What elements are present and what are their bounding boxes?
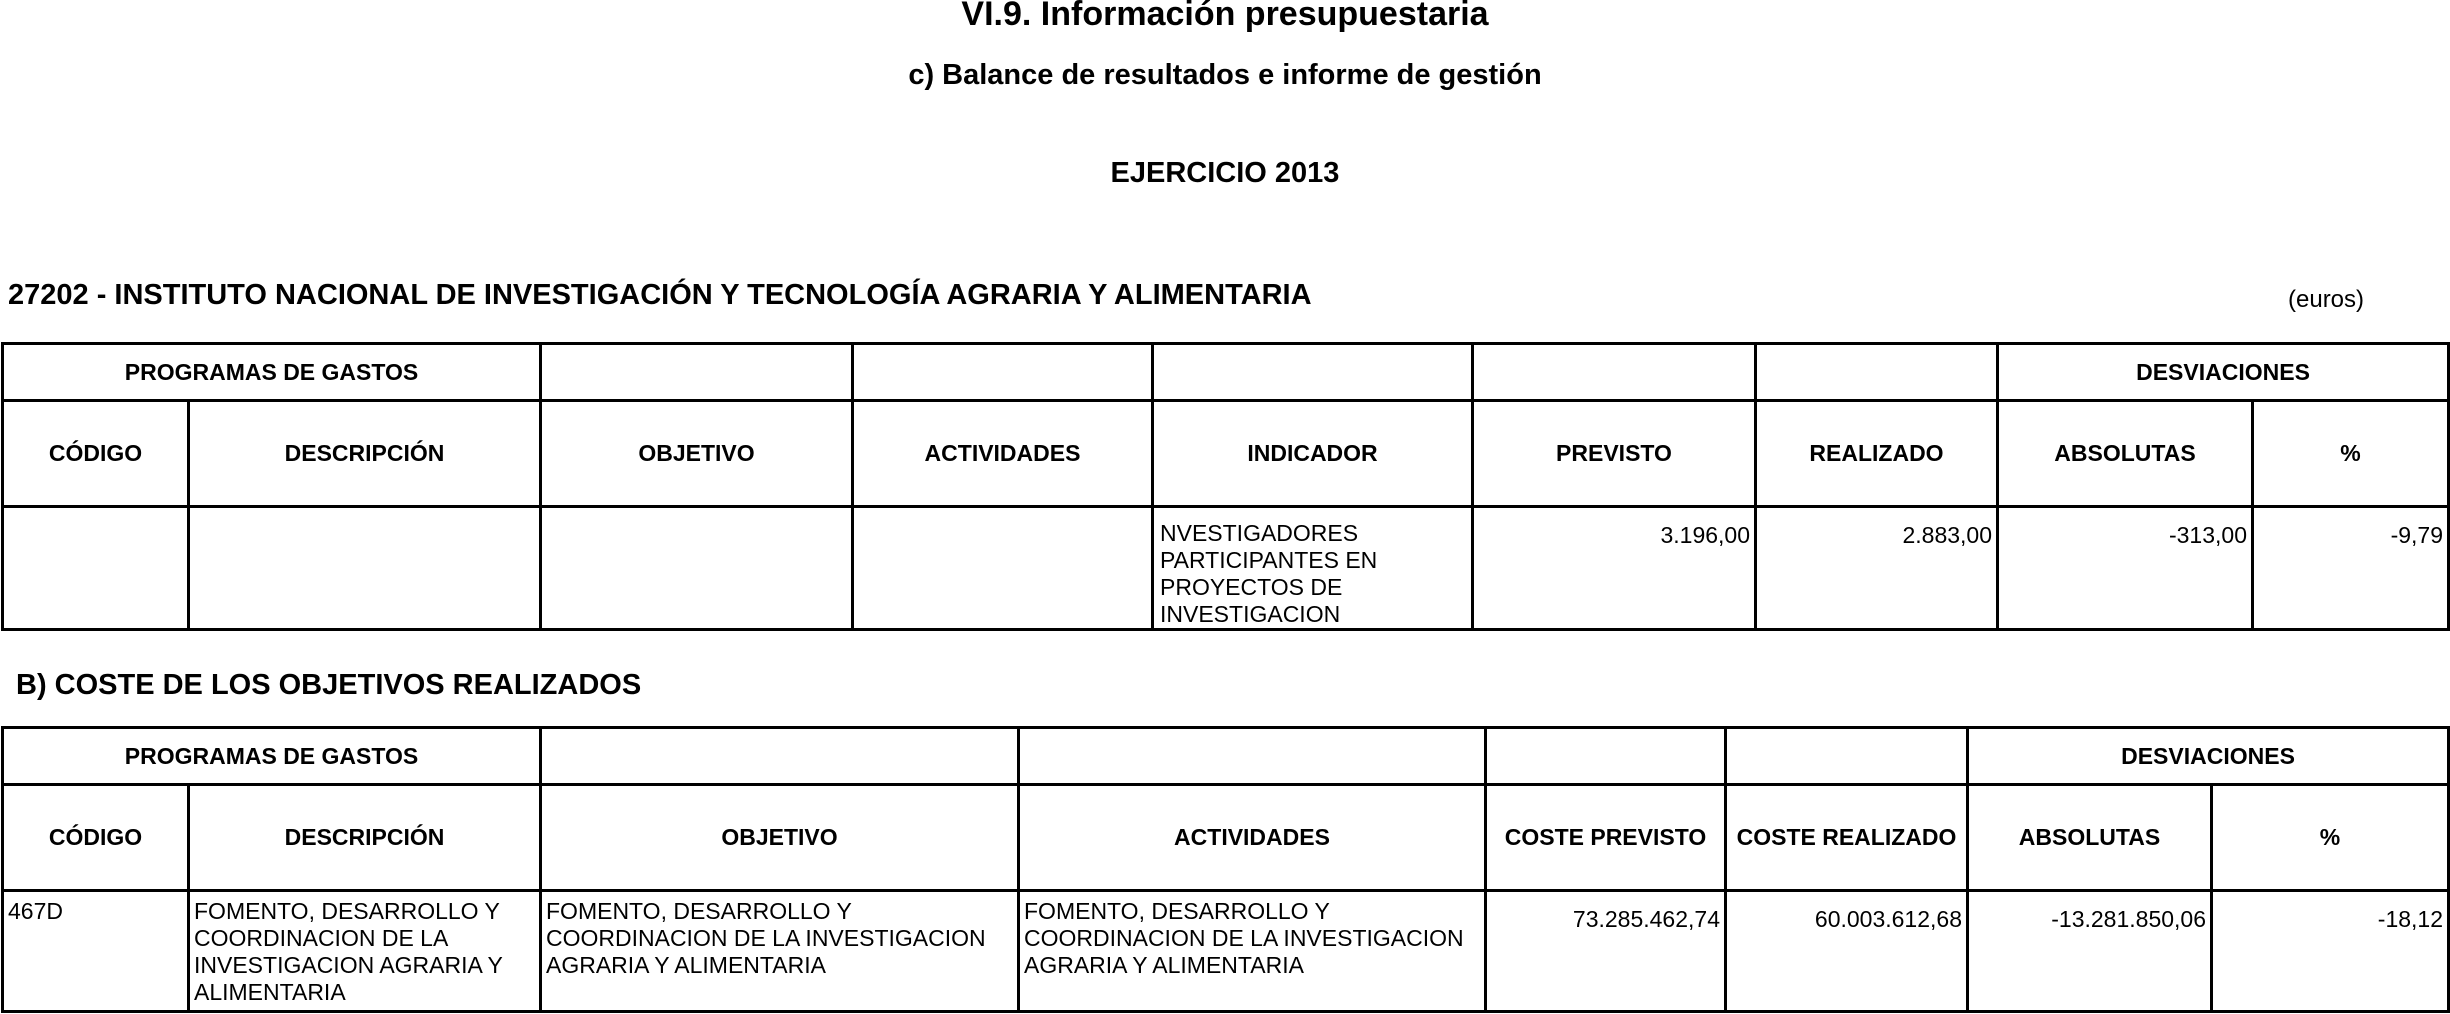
- empty-header-cell: [541, 344, 853, 401]
- column-header-row: [3, 401, 2449, 507]
- codigo-cell: 467D: [3, 891, 189, 1012]
- entity-heading: 27202 - INSTITUTO NACIONAL DE INVESTIGACIÓN Y TECNOLOGÍA AGRARIA Y ALIMENTARIA: [8, 279, 1312, 311]
- column-header-row: [3, 785, 2449, 891]
- exercise-heading: EJERCICIO 2013: [1110, 157, 1340, 189]
- coste-previsto-cell: 73.285.462,74: [1486, 891, 1726, 1012]
- group-header-desviaciones: DESVIACIONES: [1998, 344, 2449, 401]
- empty-header-cell: [1473, 344, 1756, 401]
- empty-header-cell: [541, 728, 1019, 785]
- column-header: ACTIVIDADES: [1019, 785, 1486, 891]
- section-b-heading: B) COSTE DE LOS OBJETIVOS REALIZADOS: [16, 669, 642, 701]
- actividades-cell: FOMENTO, DESARROLLO Y COORDINACION DE LA INVESTIGACION AGRARIA Y ALIMENTARIA: [1019, 891, 1486, 1012]
- empty-header-cell: [1153, 344, 1473, 401]
- group-header-programas: PROGRAMAS DE GASTOS: [3, 728, 541, 785]
- column-header: DESCRIPCIÓN: [189, 401, 541, 507]
- coste-realizado-cell: 60.003.612,68: [1726, 891, 1968, 1012]
- indicators-table: [1, 342, 2450, 631]
- indicador-cell: NVESTIGADORES PARTICIPANTES EN PROYECTOS DE INVESTIGACION: [1153, 507, 1473, 630]
- empty-header-cell: [853, 344, 1153, 401]
- column-header: ACTIVIDADES: [853, 401, 1153, 507]
- empty-header-cell: [1756, 344, 1998, 401]
- group-header-programas: PROGRAMAS DE GASTOS: [3, 344, 541, 401]
- descripcion-cell: [189, 507, 541, 630]
- column-header: CÓDIGO: [3, 401, 189, 507]
- column-header: PREVISTO: [1473, 401, 1756, 507]
- column-header: %: [2253, 401, 2449, 507]
- column-header: COSTE PREVISTO: [1486, 785, 1726, 891]
- actividades-cell: [853, 507, 1153, 630]
- column-header: OBJETIVO: [541, 401, 853, 507]
- column-header: COSTE REALIZADO: [1726, 785, 1968, 891]
- column-header: %: [2212, 785, 2449, 891]
- previsto-cell: 3.196,00: [1473, 507, 1756, 630]
- column-header: CÓDIGO: [3, 785, 189, 891]
- group-header-desviaciones: DESVIACIONES: [1968, 728, 2449, 785]
- empty-header-cell: [1019, 728, 1486, 785]
- descripcion-cell: FOMENTO, DESARROLLO Y COORDINACION DE LA INVESTIGACION AGRARIA Y ALIMENTARIA: [189, 891, 541, 1012]
- document-subtitle: c) Balance de resultados e informe de gestión: [908, 59, 1542, 91]
- empty-header-cell: [1726, 728, 1968, 785]
- porcentaje-cell: -9,79: [2253, 507, 2449, 630]
- objetivo-cell: FOMENTO, DESARROLLO Y COORDINACION DE LA INVESTIGACION AGRARIA Y ALIMENTARIA: [541, 891, 1019, 1012]
- codigo-cell: [3, 507, 189, 630]
- column-header: INDICADOR: [1153, 401, 1473, 507]
- group-header-row: [3, 728, 2449, 785]
- realizado-cell: 2.883,00: [1756, 507, 1998, 630]
- column-header: OBJETIVO: [541, 785, 1019, 891]
- porcentaje-cell: -18,12: [2212, 891, 2449, 1012]
- column-header: ABSOLUTAS: [1998, 401, 2253, 507]
- column-header: ABSOLUTAS: [1968, 785, 2212, 891]
- objetivo-cell: [541, 507, 853, 630]
- absolutas-cell: -13.281.850,06: [1968, 891, 2212, 1012]
- costs-table: [1, 726, 2450, 1013]
- column-header: DESCRIPCIÓN: [189, 785, 541, 891]
- absolutas-cell: -313,00: [1998, 507, 2253, 630]
- currency-units-label: (euros): [2288, 286, 2365, 313]
- group-header-row: [3, 344, 2449, 401]
- table-row: [3, 891, 2449, 1012]
- empty-header-cell: [1486, 728, 1726, 785]
- column-header: REALIZADO: [1756, 401, 1998, 507]
- table-row: [3, 507, 2449, 630]
- document-title: VI.9. Información presupuestaria: [961, 0, 1489, 33]
